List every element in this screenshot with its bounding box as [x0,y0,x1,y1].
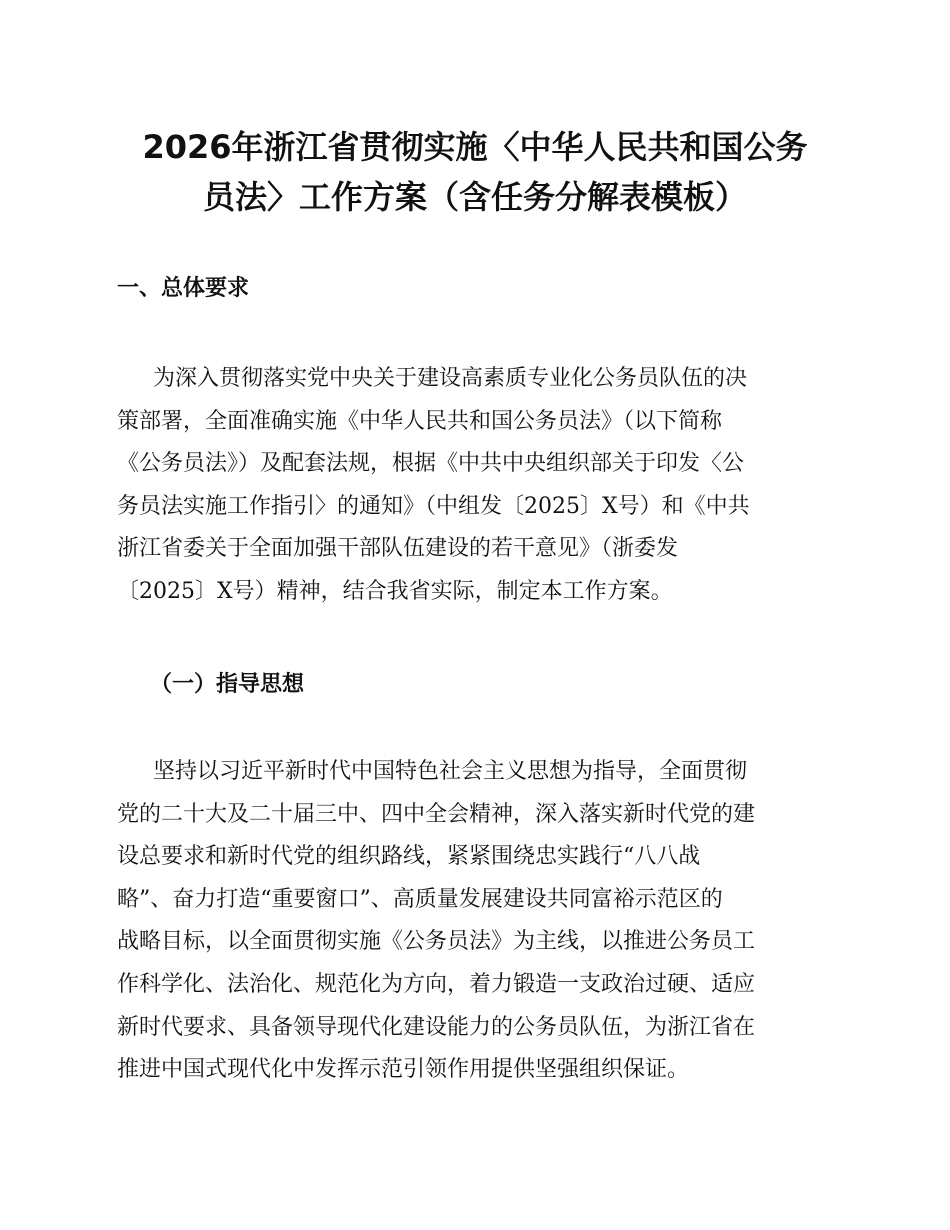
paragraph-line: 新时代要求、具备领导现代化建设能力的公务员队伍，为浙江省在 [117,1014,756,1040]
paragraph-line: 《公务员法》）及配套法规，根据《中共中央组织部关于印发〈公 [117,451,745,477]
paragraph-line: 略”、奋力打造“重要窗口”、高质量发展建设共同富裕示范区的 [117,886,723,912]
paragraph-line: 〔2025〕X号）精神，结合我省实际，制定本工作方案。 [117,578,673,604]
paragraph-line: 作科学化、法治化、规范化为方向，着力锻造一支政治过硬、适应 [117,971,756,997]
paragraph-intro [117,358,837,614]
paragraph-guiding-ideology [117,751,837,1092]
subsection-heading-guiding-ideology: （一）指导思想 [150,672,305,697]
paragraph-line: 坚持以习近平新时代中国特色社会主义思想为指导，全面贯彻 [153,759,748,784]
paragraph-line: 为深入贯彻落实党中央关于建设高素质专业化公务员队伍的决 [153,366,748,391]
paragraph-line: 战略目标，以全面贯彻实施《公务员法》为主线，以推进公务员工 [117,929,756,955]
document-title-line-1: 2026年浙江省贯彻实施〈中华人民共和国公务 [142,128,808,166]
paragraph-line: 推进中国式现代化中发挥示范引领作用提供坚强组织保证。 [117,1057,690,1083]
paragraph-line: 浙江省委关于全面加强干部队伍建设的若干意见》（浙委发 [117,536,679,562]
document-title [95,122,855,222]
paragraph-line: 设总要求和新时代党的组织路线，紧紧围绕忠实践行“八八战 [117,844,701,870]
section-heading-general-requirements: 一、总体要求 [117,276,250,301]
paragraph-line: 策部署，全面准确实施《中华人民共和国公务员法》（以下简称 [117,408,723,434]
document-title-line-2: 员法〉工作方案（含任务分解表模板） [202,178,747,216]
paragraph-line: 党的二十大及二十届三中、四中全会精神，深入落实新时代党的建 [117,801,756,827]
paragraph-line: 务员法实施工作指引〉的通知》（中组发〔2025〕X号）和《中共 [117,493,750,519]
